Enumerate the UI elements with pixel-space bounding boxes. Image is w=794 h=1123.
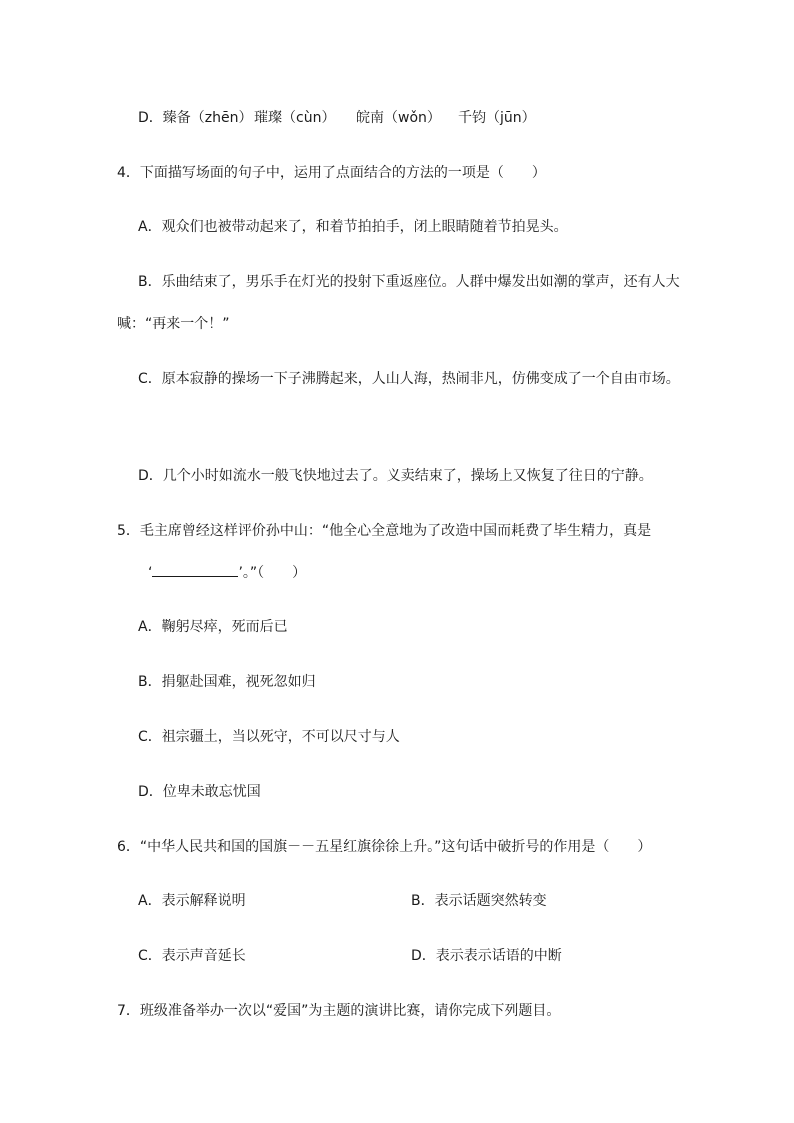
q3-option-d-label: D． [138, 110, 163, 126]
q4-option-b-line-2[interactable]: 喊：“再来一个！” [117, 316, 230, 332]
q5-stem: 5．毛主席曾经这样评价孙中山：“他全心全意地为了改造中国而耗费了毕生精力，真是 [117, 523, 652, 539]
q4-option-d[interactable]: D．几个小时如流水一般飞快地过去了。义卖结束了，操场上又恢复了往日的宁静。 [138, 468, 653, 484]
q6-option-d[interactable]: D．表示表示话语的中断 [411, 948, 562, 964]
q3-option-d-word-4: 千钧（jūn） [458, 110, 536, 126]
q7-stem: 7．班级准备举办一次以“爱国”为主题的演讲比赛，请你完成下列题目。 [117, 1003, 561, 1019]
q5-option-b[interactable]: B．捐躯赴国难，视死忽如归 [138, 674, 316, 690]
q4-option-a[interactable]: A．观众们也被带动起来了，和着节拍拍手，闭上眼睛随着节拍晃头。 [138, 219, 568, 235]
q3-option-d-word-3: 皖南（wǒn） [356, 110, 441, 126]
q4-stem: 4．下面描写场面的句子中，运用了点面结合的方法的一项是（ ） [117, 165, 546, 181]
q6-option-a[interactable]: A．表示解释说明 [138, 893, 246, 909]
q4-option-c[interactable]: C．原本寂静的操场一下子沸腾起来，人山人海，热闹非凡，仿佛变成了一个自由市场。 [138, 371, 680, 387]
q5-option-c[interactable]: C．祖宗疆土，当以死守，不可以尺寸与人 [138, 729, 400, 745]
q3-option-d[interactable] [138, 108, 253, 128]
q5-blank-close: ’。”（ ） [238, 565, 307, 581]
q3-option-d-word-2: 璀璨（cùn） [254, 110, 336, 126]
q6-option-b[interactable]: B．表示话题突然转变 [411, 893, 547, 909]
q5-answer-blank[interactable] [152, 562, 238, 577]
q5-option-d[interactable]: D．位卑未敢忘忧国 [138, 784, 261, 800]
q5-option-a[interactable]: A．鞠躬尽瘁，死而后已 [138, 619, 288, 635]
q5-blank-line [148, 562, 306, 583]
q6-option-c[interactable]: C．表示声音延长 [138, 948, 246, 964]
q3-option-d-word-1: 臻备（zhēn） [162, 110, 253, 126]
q5-blank-open: ‘ [148, 565, 153, 581]
q4-option-b-line-1[interactable]: B．乐曲结束了，男乐手在灯光的投射下重返座位。人群中爆发出如潮的掌声，还有人大 [138, 274, 680, 290]
q6-stem: 6．“中华人民共和国的国旗－－五星红旗徐徐上升。”这句话中破折号的作用是（ ） [117, 839, 652, 855]
